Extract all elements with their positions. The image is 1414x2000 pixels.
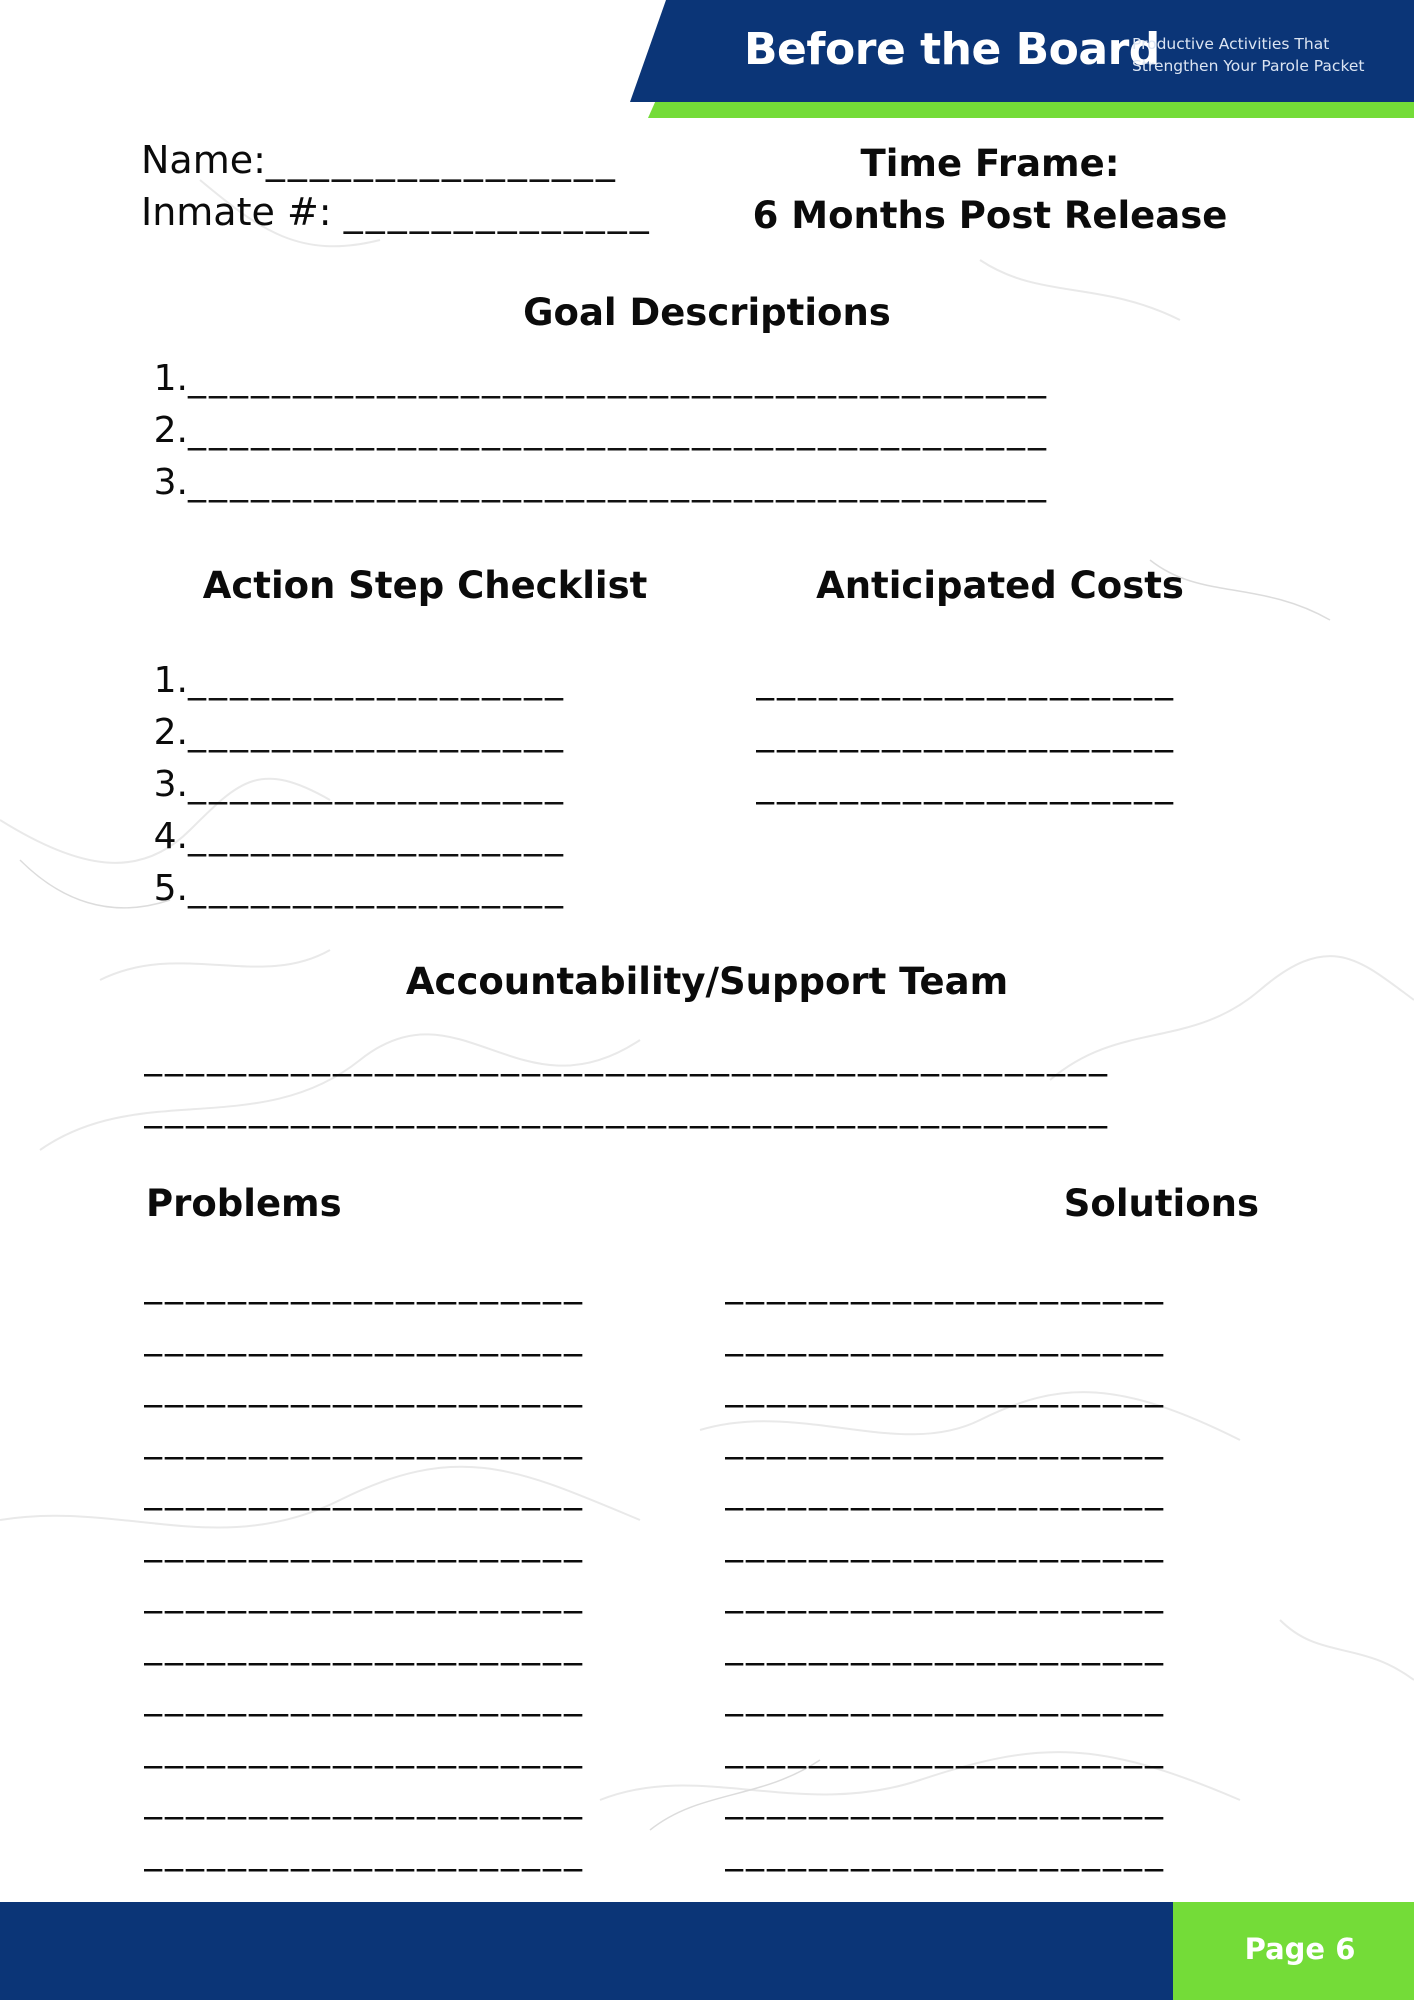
action-step-1[interactable] [120,660,566,701]
goal-descriptions-heading: Goal Descriptions [523,291,891,334]
support-line-2[interactable]: ______________________________________________ [144,1088,1110,1129]
page-number: Page 6 [1244,1932,1356,1966]
solution-line[interactable]: _____________________ [725,1367,1166,1408]
solution-line[interactable]: _____________________ [725,1470,1166,1511]
problem-line[interactable]: _____________________ [144,1470,585,1511]
name-label: Name: [141,138,266,182]
solution-line[interactable]: _____________________ [725,1676,1166,1717]
action-step-checklist-heading: Action Step Checklist [202,564,648,607]
problem-line[interactable]: _____________________ [144,1573,585,1614]
solution-line[interactable]: _____________________ [725,1830,1166,1872]
header-accent-bar [648,100,1414,118]
action-step-4[interactable] [120,816,566,857]
footer-bar [0,1902,1173,2000]
problem-line[interactable]: _____________________ [144,1264,585,1305]
action-step-number: 2. [153,712,188,753]
goal-blank[interactable]: _________________________________________ [188,410,1049,451]
action-step-2[interactable] [120,712,566,753]
support-line-1[interactable]: ______________________________________________ [144,1036,1110,1077]
solution-line[interactable]: _____________________ [725,1418,1166,1460]
problem-line[interactable]: _____________________ [144,1676,585,1717]
support-team-heading: Accountability/Support Team [405,960,1009,1003]
goal-number: 3. [153,462,188,503]
solution-line[interactable]: _____________________ [725,1521,1166,1563]
goal-line-2[interactable] [120,410,1049,451]
timeframe-value: 6 Months Post Release [752,194,1228,237]
action-step-blank[interactable]: __________________ [188,660,566,701]
goal-blank[interactable]: _________________________________________ [188,358,1049,399]
action-step-blank[interactable]: __________________ [188,816,566,857]
inmate-blank[interactable]: ______________ [343,190,652,234]
goal-number: 2. [153,410,188,451]
action-step-3[interactable] [120,764,566,805]
name-blank[interactable]: ________________ [265,138,618,182]
action-step-blank[interactable]: __________________ [188,868,566,909]
timeframe-label: Time Frame: [860,142,1120,185]
brand-tagline [1132,33,1365,77]
solution-line[interactable]: _____________________ [725,1315,1166,1357]
action-step-number: 5. [153,868,188,909]
inmate-number-field[interactable] [141,190,652,234]
problem-line[interactable]: _____________________ [144,1727,585,1769]
tagline-line-2: Strengthen Your Parole Packet [1132,57,1365,75]
action-step-blank[interactable]: __________________ [188,764,566,805]
inmate-label: Inmate #: [141,190,332,234]
problem-line[interactable]: _____________________ [144,1418,585,1460]
problem-line[interactable]: _____________________ [144,1521,585,1563]
brand-title: Before the Board [744,24,1160,75]
cost-line-2[interactable]: ____________________ [756,712,1176,753]
name-field[interactable] [141,138,618,182]
action-step-number: 3. [153,764,188,805]
anticipated-costs-heading: Anticipated Costs [816,564,1184,607]
goal-number: 1. [153,358,188,399]
action-step-number: 4. [153,816,188,857]
action-step-blank[interactable]: __________________ [188,712,566,753]
problem-line[interactable]: _____________________ [144,1830,585,1872]
problem-line[interactable]: _____________________ [144,1624,585,1666]
goal-blank[interactable]: _________________________________________ [188,462,1049,503]
cost-line-1[interactable]: ____________________ [756,660,1176,701]
problems-heading: Problems [146,1182,342,1225]
cost-line-3[interactable]: ____________________ [756,764,1176,805]
solution-line[interactable]: _____________________ [725,1727,1166,1769]
problem-line[interactable]: _____________________ [144,1779,585,1820]
problem-line[interactable]: _____________________ [144,1315,585,1357]
action-step-number: 1. [153,660,188,701]
problem-line[interactable]: _____________________ [144,1367,585,1408]
solution-line[interactable]: _____________________ [725,1624,1166,1666]
action-step-5[interactable] [120,868,566,909]
goal-line-1[interactable] [120,358,1049,399]
goal-line-3[interactable] [120,462,1049,503]
solutions-heading: Solutions [1063,1182,1259,1225]
solution-line[interactable]: _____________________ [725,1779,1166,1820]
solution-line[interactable]: _____________________ [725,1264,1166,1305]
solution-line[interactable]: _____________________ [725,1573,1166,1614]
tagline-line-1: Productive Activities That [1132,35,1330,53]
